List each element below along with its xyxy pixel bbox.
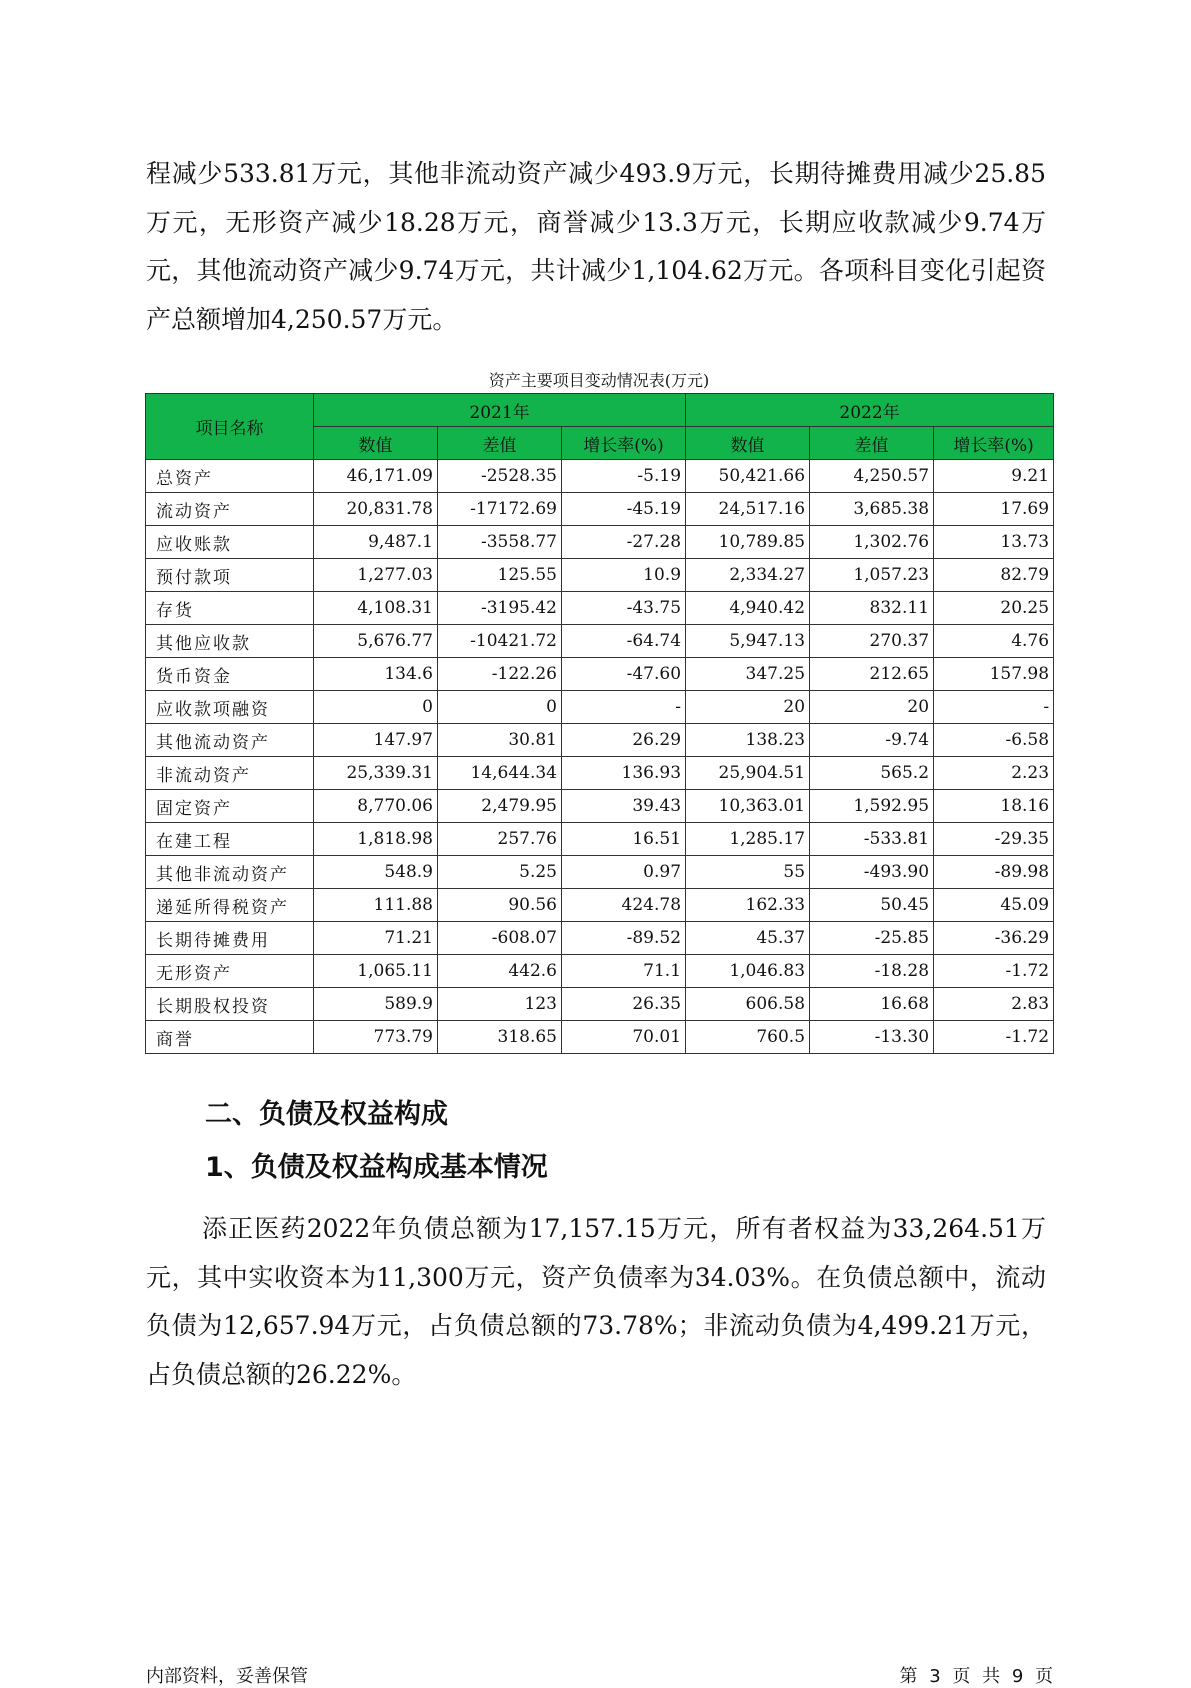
table-cell: -6.58	[934, 724, 1054, 757]
table-cell: 147.97	[314, 724, 438, 757]
table-cell: 45.37	[686, 922, 810, 955]
table-cell: 2,479.95	[438, 790, 562, 823]
table-cell: 25,339.31	[314, 757, 438, 790]
subheader-diff-2021: 差值	[438, 427, 562, 460]
table-cell: 760.5	[686, 1021, 810, 1054]
table-cell: 82.79	[934, 559, 1054, 592]
table-cell: 24,517.16	[686, 493, 810, 526]
section-heading: 二、负债及权益构成	[205, 1099, 448, 1130]
header-year-2022: 2022年	[686, 394, 1054, 427]
table-cell: 14,644.34	[438, 757, 562, 790]
table-row	[146, 493, 1054, 526]
table-cell: 9,487.1	[314, 526, 438, 559]
table-cell: 1,057.23	[810, 559, 934, 592]
table-cell: 4,108.31	[314, 592, 438, 625]
table-cell: 257.76	[438, 823, 562, 856]
table-cell: 0	[314, 691, 438, 724]
body-paragraph-assets: 程减少533.81万元，其他非流动资产减少493.9万元，长期待摊费用减少25.85万元，无形资产减少18.28万元，商誉减少13.3万元，长期应收款减少9.74万元，其他流动资产减少9.74万元，共计减少1,104.62万元。各项科目变化引起资产总额增加4,250.57万元。	[146, 159, 1046, 334]
table-cell: 20.25	[934, 592, 1054, 625]
table-cell: -89.98	[934, 856, 1054, 889]
table-row	[146, 625, 1054, 658]
table-cell: 318.65	[438, 1021, 562, 1054]
subsection-heading: 1、负债及权益构成基本情况	[205, 1152, 548, 1183]
table-row	[146, 922, 1054, 955]
table-cell: 13.73	[934, 526, 1054, 559]
table-cell: -10421.72	[438, 625, 562, 658]
table-cell: 55	[686, 856, 810, 889]
table-cell: 45.09	[934, 889, 1054, 922]
row-item-name: 长期股权投资	[146, 988, 314, 1021]
row-item-name: 预付款项	[146, 559, 314, 592]
table-cell: -493.90	[810, 856, 934, 889]
table-cell: -18.28	[810, 955, 934, 988]
table-cell: -3558.77	[438, 526, 562, 559]
table-cell: 1,592.95	[810, 790, 934, 823]
table-cell: 9.21	[934, 460, 1054, 493]
table-cell: 424.78	[562, 889, 686, 922]
table-cell: -5.19	[562, 460, 686, 493]
table-cell: 111.88	[314, 889, 438, 922]
table-cell: 1,285.17	[686, 823, 810, 856]
table-cell: 4,250.57	[810, 460, 934, 493]
row-item-name: 商誉	[146, 1021, 314, 1054]
table-cell: 773.79	[314, 1021, 438, 1054]
row-item-name: 货币资金	[146, 658, 314, 691]
row-item-name: 固定资产	[146, 790, 314, 823]
table-cell: -29.35	[934, 823, 1054, 856]
table-cell: 5,947.13	[686, 625, 810, 658]
table-cell: 30.81	[438, 724, 562, 757]
table-cell: 10.9	[562, 559, 686, 592]
table-cell: 1,065.11	[314, 955, 438, 988]
table-cell: -25.85	[810, 922, 934, 955]
table-cell: 212.65	[810, 658, 934, 691]
table-cell: -533.81	[810, 823, 934, 856]
table-cell: 442.6	[438, 955, 562, 988]
table-cell: 589.9	[314, 988, 438, 1021]
table-row	[146, 889, 1054, 922]
footer-page-number: 第 3 页 共 9 页	[899, 1666, 1053, 1687]
table-cell: 138.23	[686, 724, 810, 757]
table-cell: 0	[438, 691, 562, 724]
table-row	[146, 790, 1054, 823]
table-cell: 832.11	[810, 592, 934, 625]
table-cell: 71.21	[314, 922, 438, 955]
table-cell: 548.9	[314, 856, 438, 889]
table-cell: 20	[686, 691, 810, 724]
table-cell: 16.68	[810, 988, 934, 1021]
table-cell: -43.75	[562, 592, 686, 625]
table-cell: -89.52	[562, 922, 686, 955]
table-row	[146, 856, 1054, 889]
row-item-name: 应收账款	[146, 526, 314, 559]
row-item-name: 在建工程	[146, 823, 314, 856]
table-row	[146, 691, 1054, 724]
table-cell: 125.55	[438, 559, 562, 592]
table-cell: 347.25	[686, 658, 810, 691]
table-cell: 565.2	[810, 757, 934, 790]
table-cell: -47.60	[562, 658, 686, 691]
table-row	[146, 526, 1054, 559]
table-row	[146, 955, 1054, 988]
table-cell: 2.83	[934, 988, 1054, 1021]
table-cell: 5.25	[438, 856, 562, 889]
table-cell: 10,363.01	[686, 790, 810, 823]
table-row	[146, 988, 1054, 1021]
row-item-name: 递延所得税资产	[146, 889, 314, 922]
table-body	[146, 460, 1054, 1054]
table-cell: 1,302.76	[810, 526, 934, 559]
row-item-name: 无形资产	[146, 955, 314, 988]
table-cell: 50.45	[810, 889, 934, 922]
table-cell: 5,676.77	[314, 625, 438, 658]
table-cell: -45.19	[562, 493, 686, 526]
table-cell: -122.26	[438, 658, 562, 691]
table-cell: 39.43	[562, 790, 686, 823]
table-row	[146, 559, 1054, 592]
table-cell: -	[562, 691, 686, 724]
table-cell: 90.56	[438, 889, 562, 922]
body-paragraph-liabilities: 添正医药2022年负债总额为17,157.15万元，所有者权益为33,264.51万元，其中实收资本为11,300万元，资产负债率为34.03%。在负债总额中，流动负债为12,657.94万元，占负债总额的73.78%；非流动负债为4,499.21万元，占负债总额的26.22%。	[146, 1214, 1046, 1389]
table-row	[146, 460, 1054, 493]
table-cell: 70.01	[562, 1021, 686, 1054]
footer-confidential-note: 内部资料，妥善保管	[146, 1666, 308, 1687]
table-cell: 162.33	[686, 889, 810, 922]
table-cell: 10,789.85	[686, 526, 810, 559]
table-cell: -2528.35	[438, 460, 562, 493]
table-cell: 0.97	[562, 856, 686, 889]
row-item-name: 非流动资产	[146, 757, 314, 790]
table-row	[146, 658, 1054, 691]
table-row	[146, 1021, 1054, 1054]
table-cell: -36.29	[934, 922, 1054, 955]
table-cell: -17172.69	[438, 493, 562, 526]
table-cell: 4,940.42	[686, 592, 810, 625]
table-cell: 46,171.09	[314, 460, 438, 493]
table-cell: 8,770.06	[314, 790, 438, 823]
table-cell: 136.93	[562, 757, 686, 790]
table-cell: -64.74	[562, 625, 686, 658]
table-cell: -27.28	[562, 526, 686, 559]
table-cell: 606.58	[686, 988, 810, 1021]
table-cell: 26.29	[562, 724, 686, 757]
subheader-growth-2022: 增长率(%)	[934, 427, 1054, 460]
row-item-name: 其他应收款	[146, 625, 314, 658]
table-cell: 26.35	[562, 988, 686, 1021]
table-cell: 134.6	[314, 658, 438, 691]
table-cell: -	[934, 691, 1054, 724]
table-cell: -3195.42	[438, 592, 562, 625]
table-cell: -1.72	[934, 1021, 1054, 1054]
table-cell: 20	[810, 691, 934, 724]
row-item-name: 长期待摊费用	[146, 922, 314, 955]
table-cell: 1,818.98	[314, 823, 438, 856]
table-cell: -608.07	[438, 922, 562, 955]
table-cell: 270.37	[810, 625, 934, 658]
table-row	[146, 757, 1054, 790]
table-cell: 50,421.66	[686, 460, 810, 493]
table-cell: 17.69	[934, 493, 1054, 526]
table-caption: 资产主要项目变动情况表(万元)	[488, 371, 710, 390]
table-cell: 18.16	[934, 790, 1054, 823]
table-cell: 1,046.83	[686, 955, 810, 988]
table-cell: 20,831.78	[314, 493, 438, 526]
table-cell: 71.1	[562, 955, 686, 988]
table-cell: 4.76	[934, 625, 1054, 658]
table-cell: -13.30	[810, 1021, 934, 1054]
subheader-value-2022: 数值	[686, 427, 810, 460]
table-cell: 2.23	[934, 757, 1054, 790]
row-item-name: 应收款项融资	[146, 691, 314, 724]
table-row	[146, 823, 1054, 856]
table-cell: 157.98	[934, 658, 1054, 691]
table-cell: -9.74	[810, 724, 934, 757]
table-cell: 3,685.38	[810, 493, 934, 526]
table-cell: 25,904.51	[686, 757, 810, 790]
subheader-value-2021: 数值	[314, 427, 438, 460]
row-item-name: 其他流动资产	[146, 724, 314, 757]
table-cell: -1.72	[934, 955, 1054, 988]
asset-change-table	[145, 393, 1054, 1054]
subheader-growth-2021: 增长率(%)	[562, 427, 686, 460]
row-item-name: 其他非流动资产	[146, 856, 314, 889]
row-item-name: 总资产	[146, 460, 314, 493]
table-cell: 2,334.27	[686, 559, 810, 592]
table-cell: 16.51	[562, 823, 686, 856]
row-item-name: 存货	[146, 592, 314, 625]
table-cell: 1,277.03	[314, 559, 438, 592]
table-row	[146, 724, 1054, 757]
table-row	[146, 592, 1054, 625]
header-item-name: 项目名称	[146, 394, 314, 460]
row-item-name: 流动资产	[146, 493, 314, 526]
header-year-2021: 2021年	[314, 394, 686, 427]
subheader-diff-2022: 差值	[810, 427, 934, 460]
table-cell: 123	[438, 988, 562, 1021]
